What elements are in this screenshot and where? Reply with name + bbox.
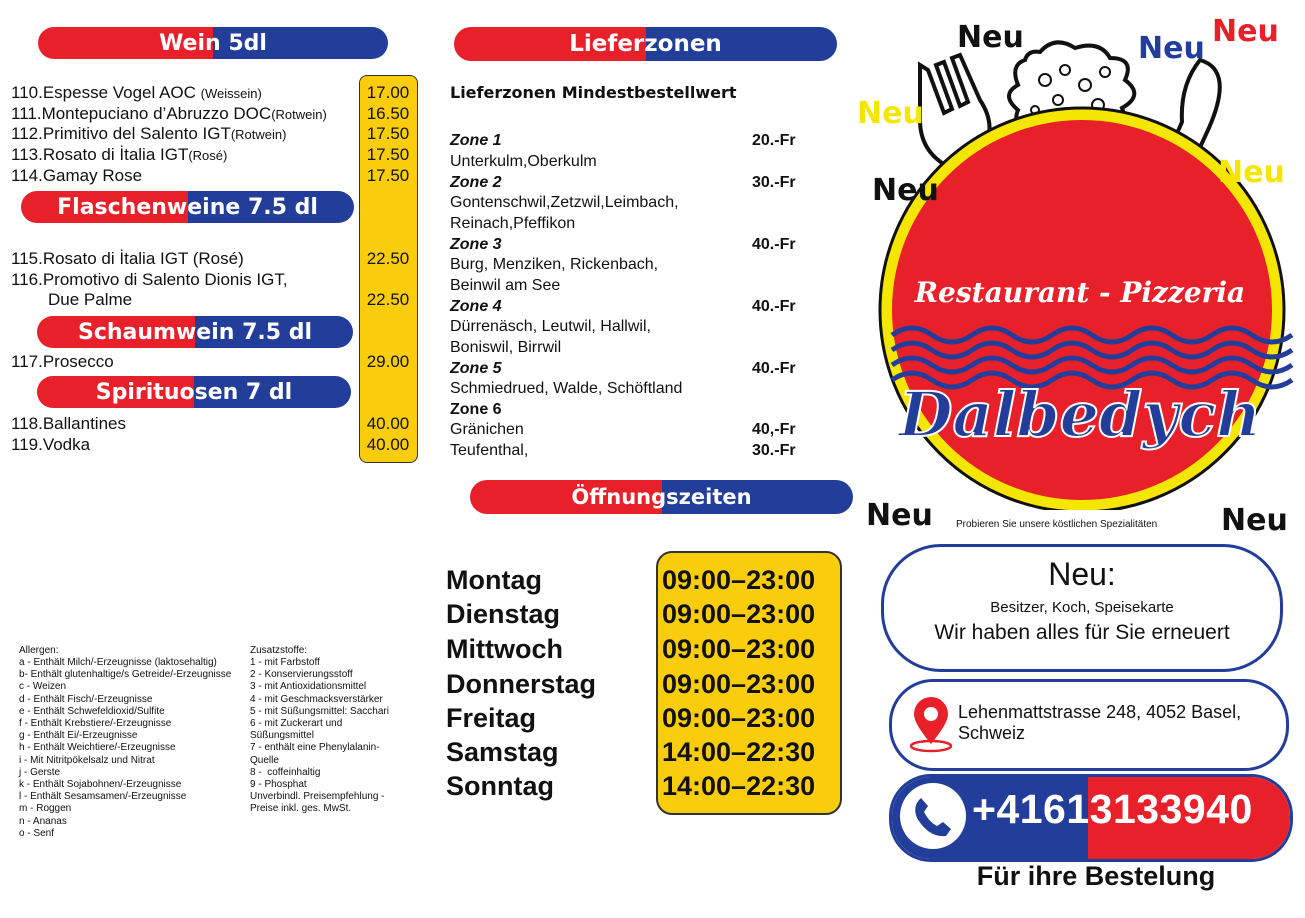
zone-name: Zone 3	[450, 236, 502, 253]
zone-towns: Reinach,Pfeffikon	[450, 215, 576, 232]
hours-time: 09:00–23:00	[662, 703, 816, 733]
wine-title: Wein 5dl	[159, 30, 267, 56]
news-title: Neu:	[1048, 556, 1116, 592]
zone-towns: Gontenschwil,Zetzwil,Leimbach,	[450, 194, 679, 211]
hours-day: Dienstag	[446, 599, 561, 629]
logo-subtitle: Restaurant - Pizzeria	[914, 276, 1246, 309]
neu-badge: Neu	[872, 173, 939, 208]
zone-name: Zone 5	[450, 360, 502, 377]
neu-badge: Neu	[1212, 14, 1279, 49]
zone-price: 20.-Fr	[752, 132, 796, 149]
spirits-item: 119.Vodka	[11, 435, 91, 454]
spirits-price: 40.00	[366, 435, 410, 454]
hours-day: Sonntag	[446, 771, 554, 801]
address-line2: Schweiz	[958, 723, 1026, 743]
zone-price: 40.-Fr	[752, 298, 796, 315]
tagline: Probieren Sie unsere köstlichen Spezialitäten	[956, 519, 1158, 530]
phone-caption: Für ihre Bestelung	[976, 861, 1216, 891]
zone-price: 30.-Fr	[752, 174, 796, 191]
wine-price: 17.50	[366, 166, 410, 185]
bottle-price: 22.50	[366, 290, 410, 309]
hours-time: 09:00–23:00	[662, 669, 816, 699]
wine-item: 110.Espesse Vogel AOC (Weissein)	[11, 83, 262, 102]
additives-title: Zusatzstoffe:	[250, 645, 308, 656]
zone-price: 30.-Fr	[752, 442, 796, 459]
wine-header	[38, 27, 388, 59]
neu-badge: Neu	[957, 20, 1024, 55]
neu-badge: Neu	[1221, 503, 1288, 538]
delivery-title: Lieferzonen	[569, 31, 722, 57]
logo-name: Dalbedych	[898, 378, 1262, 451]
zone-towns: Gränichen	[450, 421, 524, 438]
delivery-subtitle: Lieferzonen Mindestbestellwert	[450, 83, 737, 102]
allergens-title: Allergen:	[19, 645, 59, 656]
sparkling-header	[37, 316, 353, 348]
hours-day: Freitag	[446, 703, 537, 733]
hours-day: Donnerstag	[446, 669, 597, 699]
hours-day: Montag	[446, 565, 542, 595]
zone-price: 40,-Fr	[752, 421, 796, 438]
phone-icon	[899, 782, 967, 850]
wine-item: 114.Gamay Rose	[11, 166, 143, 185]
neu-badge: Neu	[866, 498, 933, 533]
wine-price: 17.50	[366, 124, 410, 143]
wine-price: 17.50	[366, 145, 410, 164]
wine-price: 17.00	[366, 83, 410, 102]
hours-day: Mittwoch	[446, 634, 563, 664]
bottle-item: 116.Promotivo di Salento Dionis IGT,	[11, 270, 288, 289]
hours-time: 09:00–23:00	[662, 634, 816, 664]
bottle-title: Flaschenweine 7.5 dl	[57, 194, 318, 220]
address-line1: Lehenmattstrasse 248, 4052 Basel,	[958, 702, 1242, 722]
allergens-list: a - Enthält Milch/-Erzeugnisse (laktosehaltig) b- Enthält glutenhaltige/s Getreide/-Erzeugnisse c - Weizen d - Enthält Fisch/-Erzeugnisse e - Enthält Schwefeldioxid/Sulfite f - Enthält Krebstiere/-Erzeugnisse g - Enthält Ei/-Erzeugnisse h - Enthält Weichtiere/-Erzeugnisse i - Mit Nitritpökelsalz und Nitrat j - Gerste k - Enthält Sojabohnen/-Erzeugnisse l - Enthält Sesamsamen/-Erzeugnisse m - Roggen n - Ananas o - Senf	[19, 657, 232, 839]
sparkling-title: Schaumwein 7.5 dl	[77, 319, 312, 345]
neu-badge: Neu	[857, 96, 924, 131]
zone-name: Zone 1	[450, 132, 502, 149]
zone-towns: Teufenthal,	[450, 442, 529, 459]
zone-towns: Schmiedrued, Walde, Schöftland	[450, 380, 683, 397]
wine-price: 16.50	[366, 104, 410, 123]
spirits-item: 118.Ballantines	[11, 414, 126, 433]
neu-badge: Neu	[1218, 155, 1285, 190]
zone-towns: Unterkulm,Oberkulm	[450, 153, 597, 170]
zone-name: Zone 2	[450, 174, 502, 191]
additives-list: 1 - mit Farbstoff 2 - Konservierungsstoff 3 - mit Antioxidationsmittel 4 - mit Geschmacksverstärker 5 - mit Süßungsmittel: Sacchari 6 - mit Zuckerart und Süßungsmittel 7 - enthält eine Phenylalanin- Quelle 8 - coffeinhaltig 9 - Phosphat Unverbindl. Preisempfehlung - Preise inkl. ges. MwSt.	[250, 657, 389, 815]
hours-time: 14:00–22:30	[662, 737, 816, 767]
spirits-price: 40.00	[366, 414, 410, 433]
hours-title: Öffnungszeiten	[571, 485, 752, 509]
sparkling-item: 117.Prosecco	[11, 352, 114, 371]
wine-item: 112.Primitivo del Salento IGT(Rotwein)	[11, 124, 287, 143]
zone-towns: Boniswil, Birrwil	[450, 339, 562, 356]
zone-name: Zone 6	[450, 401, 502, 418]
news-line2: Wir haben alles für Sie erneuert	[934, 621, 1230, 644]
hours-time: 09:00–23:00	[662, 565, 816, 595]
phone-number[interactable]: +41613133940	[972, 786, 1253, 832]
zone-name: Zone 4	[450, 298, 502, 315]
news-line1: Besitzer, Koch, Speisekarte	[990, 599, 1174, 616]
bottle-item: 115.Rosato di İtalia IGT (Rosé)	[11, 249, 244, 268]
neu-badge: Neu	[1138, 31, 1205, 66]
spirits-title: Spirituosen 7 dl	[95, 379, 293, 405]
bottle-item-cont: Due Palme	[48, 290, 133, 309]
delivery-header	[454, 27, 837, 61]
zone-towns: Dürrenäsch, Leutwil, Hallwil,	[450, 318, 651, 335]
hours-day: Samstag	[446, 737, 559, 767]
sparkling-price: 29.00	[366, 352, 410, 371]
spirits-header	[37, 376, 351, 408]
hours-time: 14:00–22:30	[662, 771, 816, 801]
bottle-header	[21, 191, 354, 223]
location-pin-icon	[906, 694, 956, 754]
hours-time: 09:00–23:00	[662, 599, 816, 629]
zone-price: 40.-Fr	[752, 236, 796, 253]
zone-price: 40.-Fr	[752, 360, 796, 377]
wine-item: 111.Montepuciano d’Abruzzo DOC(Rotwein)	[11, 104, 327, 123]
bottle-price: 22.50	[366, 249, 410, 268]
zone-towns: Burg, Menziken, Rickenbach,	[450, 256, 659, 273]
zone-towns: Beinwil am See	[450, 277, 561, 294]
hours-header	[470, 480, 853, 514]
wine-item: 113.Rosato di İtalia IGT(Rosé)	[11, 145, 228, 164]
